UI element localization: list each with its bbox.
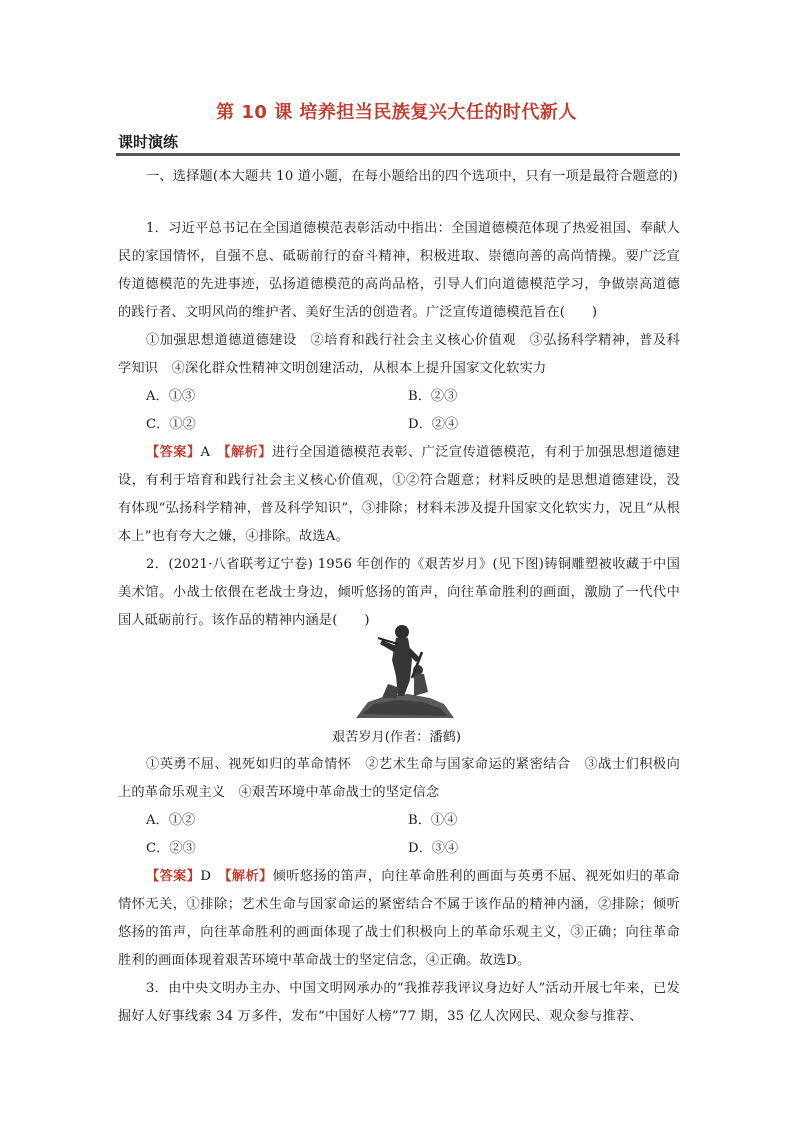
question-3-stem: 3．由中央文明办主办、中国文明网承办的“我推荐我评议身边好人”活动开展七年来，已发掘好人好事线索 34 万多件，发布“中国好人榜”77 期，35 亿人次网民、观众参与推荐、 xyxy=(118,981,680,1024)
question-1-answer xyxy=(118,439,680,551)
sculpture-image xyxy=(352,618,456,722)
lesson-title: 第 10 课 培养担当民族复兴大任的时代新人 xyxy=(216,102,577,123)
section-heading: 课时演练 xyxy=(118,133,179,151)
question-2-statements: ①英勇不屈、视死如归的革命情怀 ②艺术生命与国家命运的紧密结合 ③战士们积极向上的革命乐观主义 ④艰苦环境中革命战士的坚定信念 xyxy=(118,757,680,800)
answer-value: D xyxy=(200,869,212,884)
question-2-option-c: C．②③ xyxy=(146,841,196,856)
analysis-tag: 【解析】 xyxy=(224,445,272,460)
question-2-option-d: D．③④ xyxy=(408,841,459,856)
question-1-option-a: A．①③ xyxy=(146,389,196,404)
analysis-text: 倾听悠扬的笛声，向往革命胜利的画面与英勇不屈、视死如归的革命情怀无关，①排除；艺术生命与国家命运的紧密结合不属于该作品的精神内涵，②排除；倾听悠扬的笛声，向往革命胜利的画面体现了战士们积极向上的革命乐观主义，③正确；向往革命胜利的画面体现着艰苦环境中革命战士的坚定信念，④正确。故选D。 xyxy=(118,869,681,968)
question-2-option-b: B．①④ xyxy=(408,813,458,828)
question-1-option-b: B．②③ xyxy=(408,389,458,404)
question-1-option-d: D．②④ xyxy=(408,417,459,432)
analysis-text: 进行全国道德模范表彰、广泛宣传道德模范，有利于加强思想道德建设，有利于培育和践行社会主义核心价值观，①②符合题意；材料反映的是思想道德建设，没有体现“弘扬科学精神，普及科学知识”，③排除；材料未涉及提升国家文化软实力，况且“从根本上”也有夸大之嫌，④排除。故选A。 xyxy=(118,445,681,544)
answer-tag: 【答案】 xyxy=(146,445,201,460)
answer-value: A xyxy=(200,445,211,460)
section-intro: 一、选择题(本大题共 10 道小题，在每小题给出的四个选项中，只有一项是最符合题意的) xyxy=(146,169,678,184)
question-1-statements: ①加强思想道德道德建设 ②培育和践行社会主义核心价值观 ③弘扬科学精神，普及科学知识 ④深化群众性精神文明创建活动，从根本上提升国家文化软实力 xyxy=(118,333,680,376)
image-caption: 艰苦岁月(作者：潘鹤) xyxy=(332,730,461,745)
answer-tag: 【答案】 xyxy=(146,869,201,884)
question-1-stem: 1．习近平总书记在全国道德模范表彰活动中指出：全国道德模范体现了热爱祖国、奉献人民的家国情怀，自强不息、砥砺前行的奋斗精神，积极进取、崇德向善的高尚情操。要广泛宣传道德模范的先进事迹，弘扬道德模范的高尚品格，引导人们向道德模范学习，争做崇高道德的践行者、文明风尚的维护者、美好生活的创造者。广泛宣传道德模范旨在( ) xyxy=(118,221,680,320)
question-2-option-a: A．①② xyxy=(146,813,196,828)
question-1-option-c: C．①② xyxy=(146,417,196,432)
question-2-stem: 2．(2021·八省联考辽宁卷) 1956 年创作的《艰苦岁月》(见下图)铸铜雕塑被收藏于中国美术馆。小战士依偎在老战士身边，倾听悠扬的笛声，向往革命胜利的画面，激励了一代代中国人砥砺前行。该作品的精神内涵是( ) xyxy=(118,557,680,628)
analysis-tag: 【解析】 xyxy=(224,869,273,884)
question-2-answer xyxy=(118,863,680,975)
section-divider xyxy=(116,153,680,156)
